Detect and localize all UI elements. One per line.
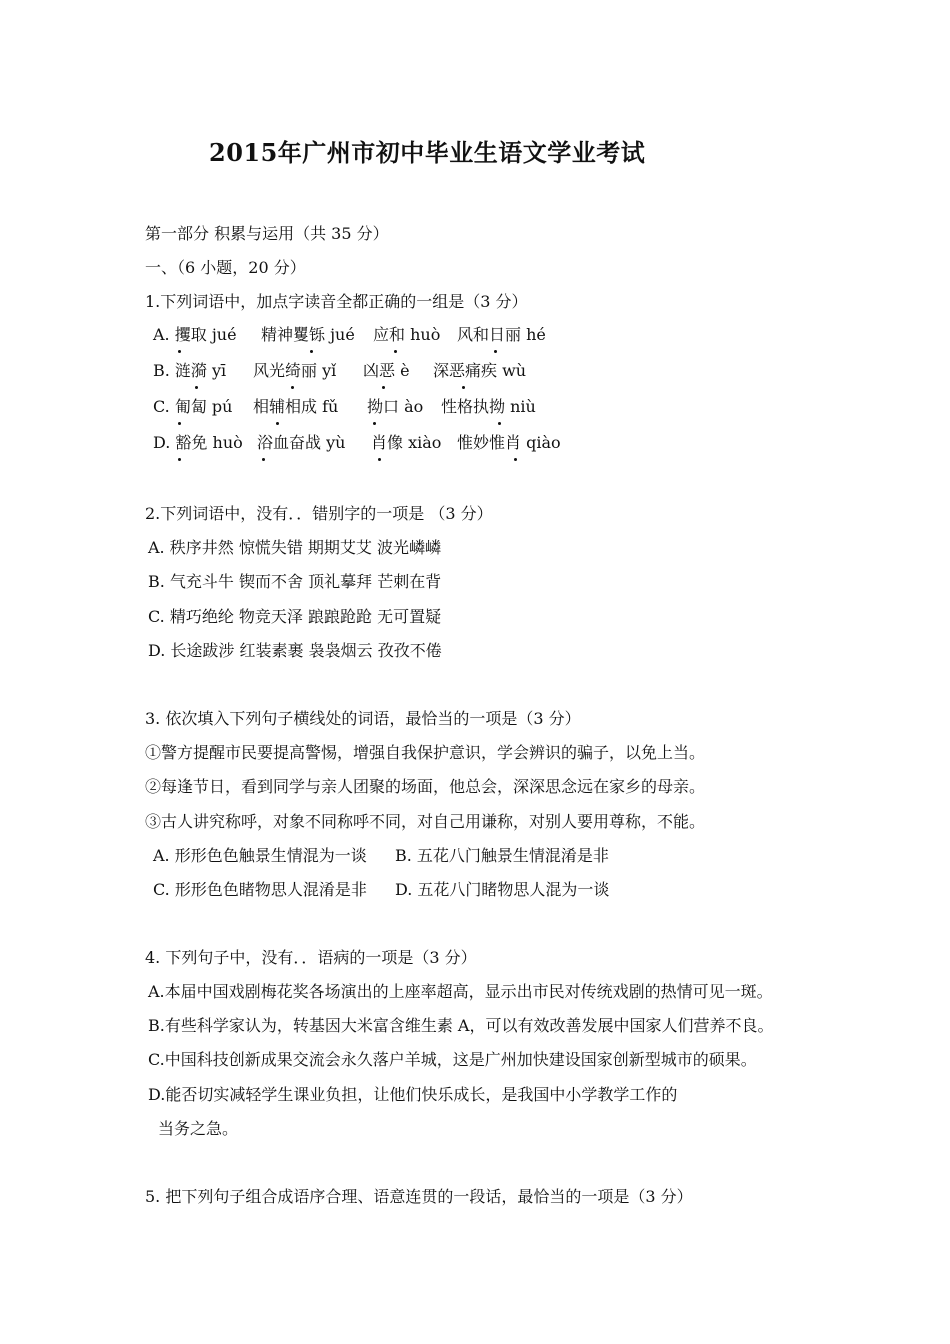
q4-option-a: A.本届中国戏剧梅花奖各场演出的上座率超高，显示出市民对传统戏剧的热情可见一斑。	[148, 982, 773, 1001]
q2-option-c: C. 精巧绝纶 物竞天泽 踉踉跄跄 无可置疑	[148, 607, 442, 626]
q4-option-d: D.能否切实减轻学生课业负担，让他们快乐成长，是我国中小学教学工作的	[148, 1085, 678, 1104]
q1-b-item4: 深恶痛疾 wù	[433, 361, 527, 380]
sub-section-heading: 一、（6 小题，20 分）	[145, 258, 306, 277]
q3-sentence-3: ③古人讲究称呼，对象不同称呼不同，对自己用谦称，对别人要用尊称，不能。	[145, 812, 706, 831]
q1-option-a	[153, 324, 546, 346]
q3-option-b: B. 五花八门触景生情混淆是非	[395, 846, 609, 865]
q2-option-a: A. 秩序井然 惊慌失错 期期艾艾 波光嶙嶙	[148, 538, 441, 557]
q3-stem: 3. 依次填入下列句子横线处的词语，最恰当的一项是（3 分）	[145, 709, 581, 728]
q5-stem: 5. 把下列句子组合成语序合理、语意连贯的一段话，最恰当的一项是（3 分）	[145, 1187, 693, 1206]
q2-option-d: D. 长途跋涉 红装素裹 袅袅烟云 孜孜不倦	[148, 641, 442, 660]
q3-option-a: A. 形形色色触景生情混为一谈	[153, 846, 367, 865]
q1-option-b	[153, 360, 527, 382]
q1-a-item1: A. 攫取 jué	[153, 325, 237, 344]
q1-b-item2: 风光绮丽 yǐ	[253, 361, 337, 380]
q1-a-item2: 精神矍铄 jué	[261, 325, 355, 344]
q3-options-row-2	[153, 879, 610, 901]
q1-b-item3: 凶恶 è	[363, 361, 410, 380]
q3-option-d: D. 五花八门睹物思人混为一谈	[395, 880, 610, 899]
q1-c-item2: 相辅相成 fǔ	[253, 397, 339, 416]
q4-stem: 4. 下列句子中，没有．．语病的一项是（3 分）	[145, 948, 477, 967]
q1-option-d	[153, 432, 561, 454]
q1-a-item4: 风和日丽 hé	[457, 325, 546, 344]
q1-a-item3: 应和 huò	[373, 325, 441, 344]
q1-d-item1: D. 豁免 huò	[153, 433, 243, 452]
q1-d-item2: 浴血奋战 yù	[257, 433, 346, 452]
q3-options-row-1	[153, 845, 609, 867]
section-heading: 第一部分 积累与运用（共 35 分）	[145, 224, 389, 243]
q1-stem: 1.下列词语中，加点字读音全都正确的一组是（3 分）	[145, 292, 528, 311]
q2-stem: 2.下列词语中，没有．．错别字的一项是 （3 分）	[145, 504, 493, 523]
q1-c-item1: C. 匍匐 pú	[153, 397, 233, 416]
exam-title: 2015年广州市初中毕业生语文学业考试	[209, 138, 646, 167]
q3-sentence-1: ①警方提醒市民要提高警惕，增强自我保护意识，学会辨识的骗子，以免上当。	[145, 743, 706, 762]
q4-option-c: C.中国科技创新成果交流会永久落户羊城，这是广州加快建设国家创新型城市的硕果。	[148, 1050, 757, 1069]
q1-d-item3: 肖像 xiào	[371, 433, 442, 452]
q1-c-item4: 性格执拗 niù	[441, 397, 536, 416]
q1-c-item3: 拗口 ào	[367, 397, 424, 416]
q1-b-item1: B. 涟漪 yī	[153, 361, 227, 380]
q3-sentence-2: ②每逢节日，看到同学与亲人团聚的场面，他总会，深深思念远在家乡的母亲。	[145, 777, 706, 796]
q1-option-c	[153, 396, 536, 418]
q1-d-item4: 惟妙惟肖 qiào	[457, 433, 561, 452]
q4-option-b: B.有些科学家认为，转基因大米富含维生素 A，可以有效改善发展中国家人们营养不良。	[148, 1016, 774, 1035]
q4-option-d-continued: 当务之急。	[158, 1119, 239, 1138]
q2-option-b: B. 气充斗牛 锲而不舍 顶礼摹拜 芒刺在背	[148, 572, 442, 591]
q3-option-c: C. 形形色色睹物思人混淆是非	[153, 880, 367, 899]
